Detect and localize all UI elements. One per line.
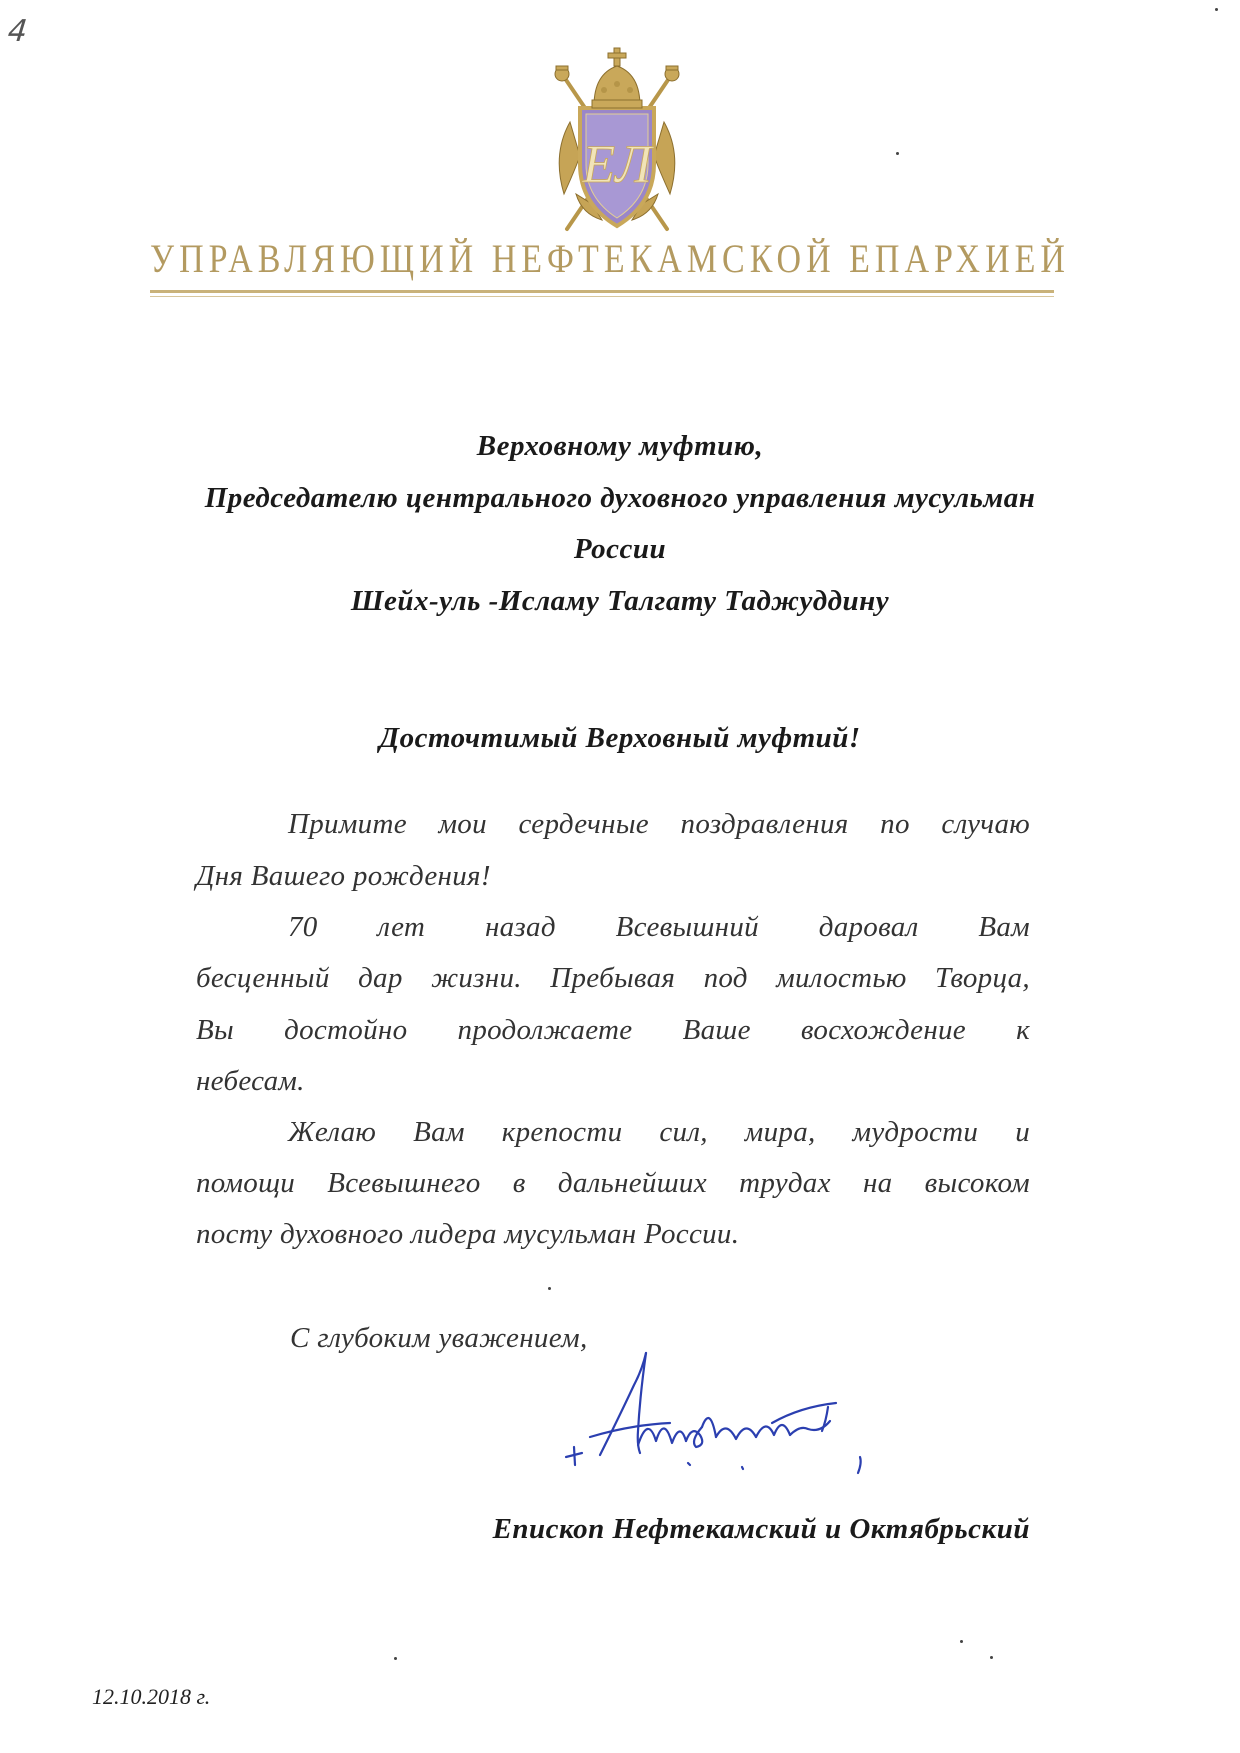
addressee-line-1: Верховному муфтию, — [476, 430, 764, 462]
scan-speck — [960, 1640, 963, 1643]
scan-speck — [548, 1287, 551, 1290]
scan-speck — [1215, 8, 1218, 11]
body-p3-line-1: Желаю Вам крепости сил, мира, мудрости и — [288, 1116, 1030, 1148]
body-p2-line-2: бесценный дар жизни. Пребывая под милостью Творца, — [196, 962, 1030, 994]
page-number-mark: 4 — [6, 14, 29, 49]
body-p1-line-1: Примите мои сердечные поздравления по случаю — [288, 808, 1030, 840]
diocese-emblem-icon — [542, 44, 692, 244]
body-p2-line-1: 70 лет назад Всевышний даровал Вам — [288, 911, 1030, 943]
closing-line: С глубоким уважением, — [290, 1322, 588, 1354]
salutation: Досточтимый Верховный муфтий! — [379, 722, 861, 754]
addressee-line-2: Председателю центрального духовного управления мусульман — [204, 482, 1036, 514]
scan-speck — [394, 1657, 397, 1660]
letterhead-rule-thin — [150, 296, 1054, 297]
body-p3-line-3: посту духовного лидера мусульман России. — [196, 1218, 740, 1250]
body-p1-line-2: Дня Вашего рождения! — [196, 860, 491, 892]
handwritten-signature — [560, 1345, 940, 1495]
body-p3-line-2: помощи Всевышнего в дальнейших трудах на высоком — [196, 1167, 1030, 1199]
addressee-line-4: Шейх-уль -Исламу Талгату Таджуддину — [350, 585, 890, 617]
scan-speck — [990, 1656, 993, 1659]
body-p2-line-3: Вы достойно продолжаете Ваше восхождение к — [196, 1014, 1030, 1046]
scan-speck — [896, 152, 899, 155]
signer-title: Епископ Нефтекамский и Октябрьский — [492, 1513, 1030, 1545]
letterhead-title: УПРАВЛЯЮЩИЙ НЕФТЕКАМСКОЙ ЕПАРХИЕЙ — [150, 238, 1070, 282]
letterhead-rule — [150, 290, 1054, 293]
emblem-monogram: ЕЛ — [582, 134, 652, 194]
letter-date: 12.10.2018 г. — [92, 1684, 211, 1709]
body-p2-line-4: небесам. — [196, 1065, 305, 1097]
addressee-line-3: России — [573, 533, 667, 565]
